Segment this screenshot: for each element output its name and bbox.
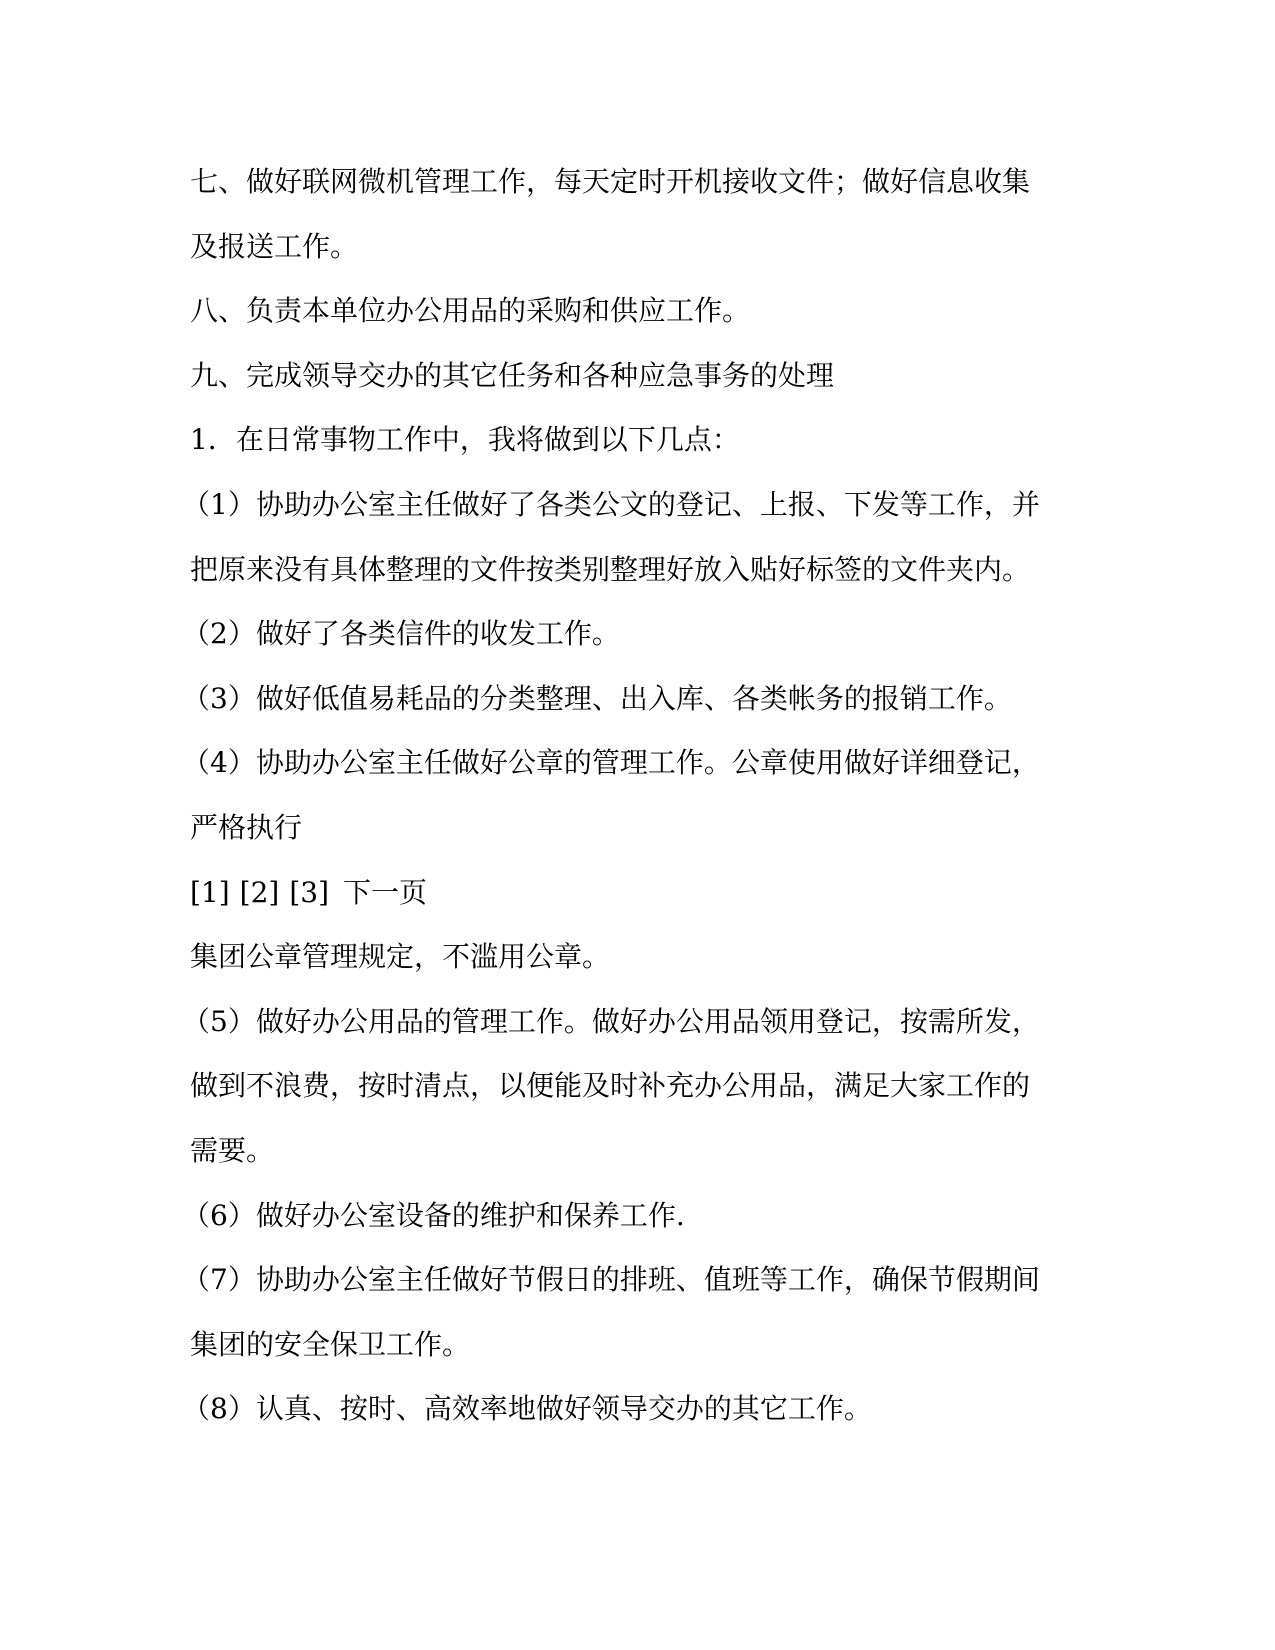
text-line: 及报送工作。	[190, 229, 359, 263]
paragraph-sub-1	[182, 473, 1090, 602]
paragraph-item-7	[190, 150, 1090, 279]
text-line: 严格执行	[190, 810, 303, 844]
paragraph-sub-6	[182, 1184, 1090, 1249]
text-line: （1）协助办公室主任做好了各类公文的登记、上报、下发等工作，并	[182, 487, 1040, 521]
text-line: 1．在日常事物工作中，我将做到以下几点：	[190, 423, 740, 457]
text-line: （8）认真、按时、高效率地做好领导交办的其它工作。	[182, 1392, 872, 1426]
text-line: 七、做好联网微机管理工作，每天定时开机接收文件；做好信息收集	[190, 165, 1031, 198]
text-line: 把原来没有具体整理的文件按类别整理好放入贴好标签的文件夹内。	[190, 552, 1031, 586]
text-line: 八、负责本单位办公用品的采购和供应工作。	[190, 294, 751, 328]
paragraph-item-8	[190, 279, 1090, 344]
paragraph-sub-3	[182, 667, 1090, 732]
paragraph-sub-2	[182, 602, 1090, 667]
text-line: 做到不浪费，按时清点，以便能及时补充办公用品，满足大家工作的	[190, 1069, 1031, 1103]
page-link-3[interactable]: [3]	[289, 875, 330, 909]
text-line: 九、完成领导交办的其它任务和各种应急事务的处理	[190, 358, 835, 392]
paragraph-sub-4	[182, 731, 1090, 860]
text-line: （5）做好办公用品的管理工作。做好办公用品领用登记，按需所发，	[182, 1004, 1040, 1038]
text-line: 集团公章管理规定，不滥用公章。	[190, 940, 611, 974]
pagination	[190, 861, 1090, 926]
paragraph-sub-7	[182, 1248, 1090, 1377]
text-line: 需要。	[190, 1133, 275, 1167]
text-line: （7）协助办公室主任做好节假日的排班、值班等工作，确保节假期间	[182, 1263, 1040, 1297]
paragraph-sub-5	[182, 990, 1090, 1184]
next-page-link[interactable]: 下一页	[343, 875, 428, 909]
paragraph-section-1	[190, 408, 1090, 473]
text-line: （6）做好办公室设备的维护和保养工作.	[182, 1198, 685, 1232]
paragraph-sub-4-continued	[190, 925, 1090, 990]
paragraph-item-9	[190, 344, 1090, 409]
document-page	[182, 150, 1090, 1442]
page-link-1[interactable]: [1]	[190, 875, 230, 909]
text-line: 集团的安全保卫工作。	[190, 1327, 471, 1361]
paragraph-sub-8	[182, 1377, 1090, 1442]
text-line: （2）做好了各类信件的收发工作。	[182, 617, 620, 651]
text-line: （3）做好低值易耗品的分类整理、出入库、各类帐务的报销工作。	[182, 681, 1012, 715]
text-line: （4）协助办公室主任做好公章的管理工作。公章使用做好详细登记，	[182, 746, 1040, 780]
page-link-2[interactable]: [2]	[239, 875, 280, 909]
